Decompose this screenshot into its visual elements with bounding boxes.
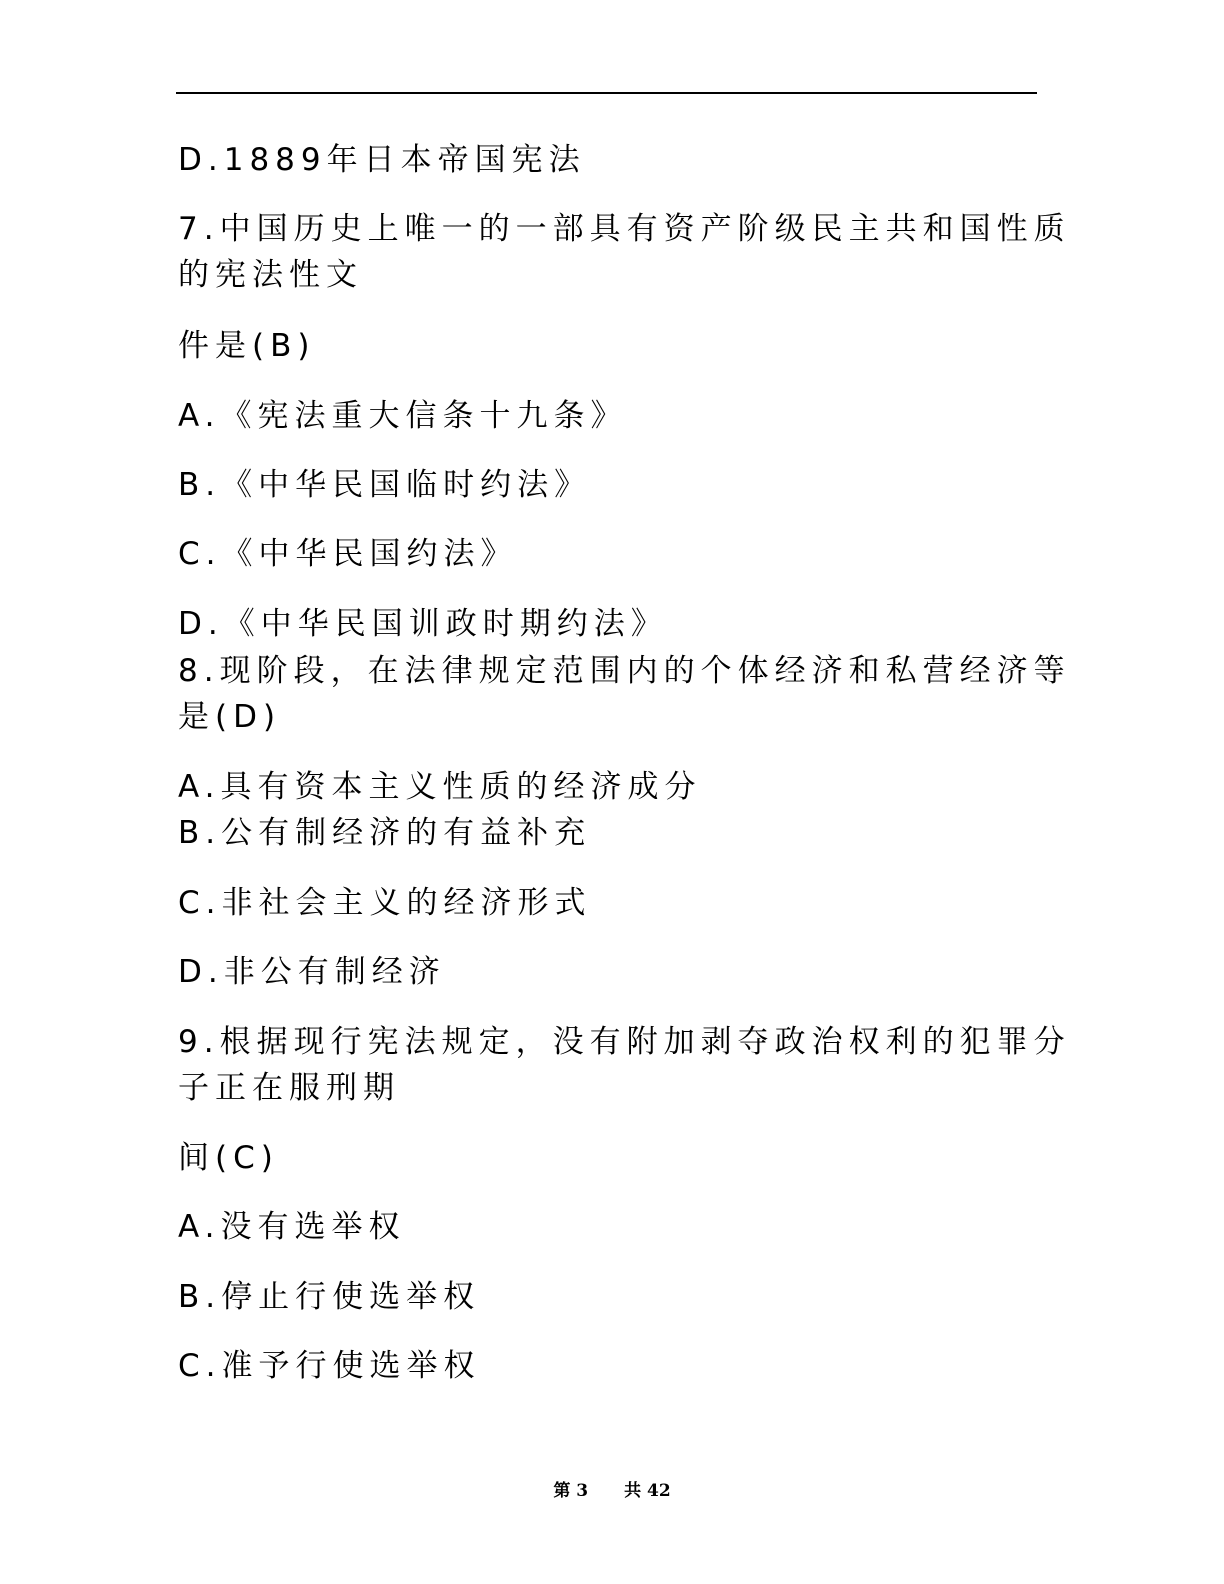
option-b-q9: B.停止行使选举权 xyxy=(178,1279,481,1315)
question-9-line-3: 间(C) xyxy=(178,1140,279,1176)
option-d-q8: D.非公有制经济 xyxy=(178,954,446,990)
option-d-q7: D.《中华民国训政时期约法》 xyxy=(178,606,668,642)
option-a-q7: A.《宪法重大信条十九条》 xyxy=(178,398,628,434)
page-number: 第 3 xyxy=(553,1481,589,1501)
page-footer xyxy=(0,1476,1224,1501)
option-c-q7: C.《中华民国约法》 xyxy=(178,536,518,572)
header-rule xyxy=(176,92,1037,94)
question-8-line-1: 8.现阶段，在法律规定范围内的个体经济和私营经济等 xyxy=(178,653,1071,689)
question-8-line-2: 是(D) xyxy=(178,699,282,735)
page-total: 共 42 xyxy=(624,1481,671,1501)
question-7-line-2: 的宪法性文 xyxy=(178,257,363,293)
option-b-q8: B.公有制经济的有益补充 xyxy=(178,815,592,851)
option-d-q6: D.1889年日本帝国宪法 xyxy=(178,142,586,178)
option-b-q7: B.《中华民国临时约法》 xyxy=(178,467,592,503)
option-c-q8: C.非社会主义的经济形式 xyxy=(178,885,592,921)
option-a-q9: A.没有选举权 xyxy=(178,1209,406,1245)
option-c-q9: C.准予行使选举权 xyxy=(178,1348,481,1384)
question-9-line-1: 9.根据现行宪法规定，没有附加剥夺政治权利的犯罪分 xyxy=(178,1024,1071,1060)
option-a-q8: A.具有资本主义性质的经济成分 xyxy=(178,769,702,805)
question-7-line-1: 7.中国历史上唯一的一部具有资产阶级民主共和国性质 xyxy=(178,211,1071,247)
question-7-line-3: 件是(B) xyxy=(178,328,316,364)
question-9-line-2: 子正在服刑期 xyxy=(178,1070,400,1106)
